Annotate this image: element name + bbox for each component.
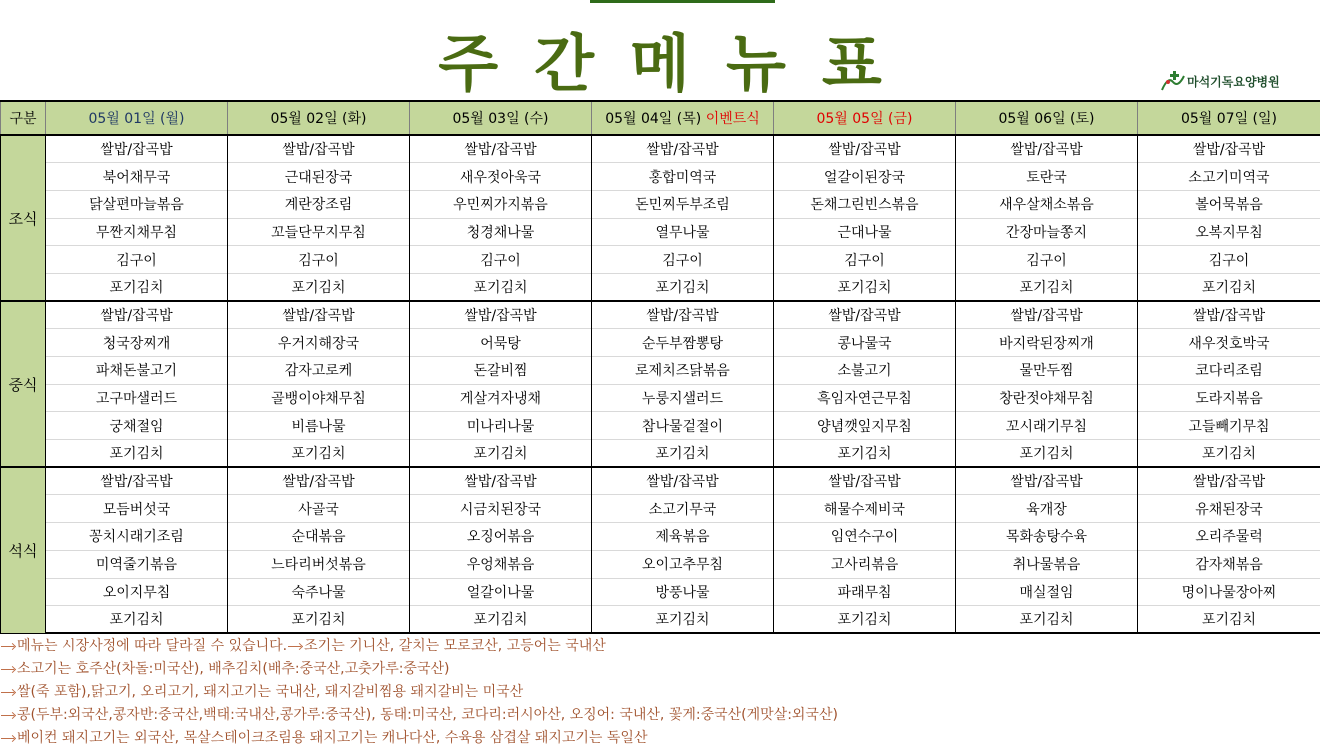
menu-item-cell: 근대된장국 [228,163,410,191]
menu-item-cell: 계란장조림 [228,190,410,218]
menu-item-cell: 포기김치 [1138,606,1320,634]
menu-item-cell: 돈갈비찜 [410,357,592,385]
menu-item-cell: 소고기무국 [592,495,774,523]
menu-item-cell: 포기김치 [46,440,228,468]
menu-item-cell: 쌀밥/잡곡밥 [46,135,228,163]
menu-item-cell: 포기김치 [410,440,592,468]
menu-row [1,218,1320,246]
menu-item-cell: 김구이 [46,246,228,274]
menu-item-cell: 포기김치 [410,606,592,634]
menu-item-cell: 로제치즈닭볶음 [592,357,774,385]
day-header: 05월 06일 (토) [956,101,1138,135]
menu-item-cell: 소불고기 [774,357,956,385]
day-header: 05월 07일 (일) [1138,101,1320,135]
menu-item-cell: 쌀밥/잡곡밥 [592,135,774,163]
menu-item-cell: 포기김치 [956,273,1138,301]
menu-item-cell: 포기김치 [956,440,1138,468]
menu-row [1,495,1320,523]
menu-item-cell: 순두부짬뽕탕 [592,329,774,357]
menu-item-cell: 포기김치 [410,273,592,301]
menu-item-cell: 쌀밥/잡곡밥 [774,301,956,329]
note-text: 메뉴는 시장사정에 따라 달라질 수 있습니다. [17,638,288,654]
meal-category-cell: 석식 [1,467,46,633]
menu-item-cell: 매실절임 [956,578,1138,606]
menu-item-cell: 청국장찌개 [46,329,228,357]
menu-item-cell: 쌀밥/잡곡밥 [228,135,410,163]
page-title: 주간메뉴표 [438,27,918,100]
menu-item-cell: 바지락된장찌개 [956,329,1138,357]
menu-item-cell: 우거지해장국 [228,329,410,357]
menu-item-cell: 쌀밥/잡곡밥 [1138,467,1320,495]
menu-item-cell: 포기김치 [228,273,410,301]
menu-item-cell: 사골국 [228,495,410,523]
menu-item-cell: 근대나물 [774,218,956,246]
menu-item-cell: 오복지무침 [1138,218,1320,246]
menu-item-cell: 우민찌가지볶음 [410,190,592,218]
note-text: 조기는 기니산, 갈치는 모로코산, 고등어는 국내산 [304,638,606,654]
menu-item-cell: 김구이 [1138,246,1320,274]
note-line [0,658,1320,681]
hospital-cross-logo-icon [1160,70,1186,92]
menu-item-cell: 포기김치 [774,440,956,468]
menu-item-cell: 쌀밥/잡곡밥 [46,467,228,495]
menu-row [1,273,1320,301]
arrow-bullet-icon [287,644,303,650]
menu-item-cell: 취나물볶음 [956,550,1138,578]
menu-item-cell: 쌀밥/잡곡밥 [592,301,774,329]
category-header: 구분 [1,101,46,135]
menu-item-cell: 궁채절임 [46,412,228,440]
menu-item-cell: 감자채볶음 [1138,550,1320,578]
menu-row [1,412,1320,440]
menu-item-cell: 쌀밥/잡곡밥 [956,135,1138,163]
menu-item-cell: 미나리나물 [410,412,592,440]
day-header: 05월 02일 (화) [228,101,410,135]
top-accent-bar [590,0,775,3]
arrow-bullet-icon [0,667,16,673]
menu-item-cell: 돈민찌두부조림 [592,190,774,218]
menu-item-cell: 포기김치 [592,273,774,301]
menu-item-cell: 김구이 [774,246,956,274]
menu-item-cell: 얼갈이된장국 [774,163,956,191]
menu-item-cell: 김구이 [228,246,410,274]
menu-item-cell: 쌀밥/잡곡밥 [46,301,228,329]
menu-item-cell: 꼬들단무지무침 [228,218,410,246]
note-text: 소고기는 호주산(차돌:미국산), 배추김치(배추:중국산,고춧가루:중국산) [17,661,450,677]
menu-item-cell: 새우젓아욱국 [410,163,592,191]
menu-row [1,606,1320,634]
day-header: 05월 01일 (월) [46,101,228,135]
menu-item-cell: 포기김치 [1138,440,1320,468]
menu-item-cell: 목화송탕수육 [956,523,1138,551]
hospital-name: 마석기독요양병원 [1187,74,1280,89]
menu-item-cell: 새우살채소볶음 [956,190,1138,218]
menu-item-cell: 제육볶음 [592,523,774,551]
menu-item-cell: 고들빼기무침 [1138,412,1320,440]
menu-item-cell: 도라지볶음 [1138,384,1320,412]
menu-row [1,135,1320,163]
menu-item-cell: 비름나물 [228,412,410,440]
menu-item-cell: 포기김치 [592,440,774,468]
menu-item-cell: 고구마샐러드 [46,384,228,412]
menu-item-cell: 청경채나물 [410,218,592,246]
menu-item-cell: 미역줄기볶음 [46,550,228,578]
menu-item-cell: 소고기미역국 [1138,163,1320,191]
menu-item-cell: 김구이 [592,246,774,274]
menu-item-cell: 감자고로케 [228,357,410,385]
note-line [0,635,1320,658]
menu-row [1,578,1320,606]
menu-item-cell: 쌀밥/잡곡밥 [1138,301,1320,329]
menu-item-cell: 쌀밥/잡곡밥 [228,301,410,329]
note-text: 베이컨 돼지고기는 외국산, 목살스테이크조림용 돼지고기는 캐나다산, 수육용 삼겹살 돼지고기는 독일산 [17,730,648,746]
arrow-bullet-icon [0,690,16,696]
menu-item-cell: 새우젓호박국 [1138,329,1320,357]
meal-category-cell: 조식 [1,135,46,301]
day-header-date: 05월 04일 (목) [605,111,702,127]
note-text: 콩(두부:외국산,콩자반:중국산,백태:국내산,콩가루:중국산), 동태:미국산, 코다리:러시아산, 오징어: 국내산, 꽃게:중국산(게맛살:외국산) [17,707,838,723]
note-line [0,681,1320,704]
menu-item-cell: 김구이 [410,246,592,274]
menu-item-cell: 콩나물국 [774,329,956,357]
menu-item-cell: 느타리버섯볶음 [228,550,410,578]
menu-item-cell: 물만두찜 [956,357,1138,385]
menu-item-cell: 우엉채볶음 [410,550,592,578]
menu-item-cell: 골뱅이야채무침 [228,384,410,412]
menu-item-cell: 포기김치 [228,606,410,634]
menu-item-cell: 임연수구이 [774,523,956,551]
menu-item-cell: 방풍나물 [592,578,774,606]
menu-item-cell: 파채돈불고기 [46,357,228,385]
menu-item-cell: 쌀밥/잡곡밥 [774,135,956,163]
menu-item-cell: 게살겨자냉채 [410,384,592,412]
menu-body [1,135,1320,633]
menu-item-cell: 쌀밥/잡곡밥 [956,467,1138,495]
menu-item-cell: 닭살편마늘볶음 [46,190,228,218]
weekly-menu-table [0,100,1320,634]
menu-item-cell: 쌀밥/잡곡밥 [410,467,592,495]
menu-row [1,550,1320,578]
menu-item-cell: 순대볶음 [228,523,410,551]
menu-item-cell: 오이지무침 [46,578,228,606]
menu-row [1,384,1320,412]
menu-row [1,523,1320,551]
menu-item-cell: 쌀밥/잡곡밥 [410,301,592,329]
menu-item-cell: 시금치된장국 [410,495,592,523]
day-header: 05월 03일 (수) [410,101,592,135]
arrow-bullet-icon [0,713,16,719]
note-text: 쌀(죽 포함),닭고기, 오리고기, 돼지고기는 국내산, 돼지갈비찜용 돼지갈비는 미국산 [17,684,524,700]
menu-item-cell: 육개장 [956,495,1138,523]
menu-item-cell: 창란젓야채무침 [956,384,1138,412]
menu-item-cell: 포기김치 [774,606,956,634]
day-header [592,101,774,135]
menu-item-cell: 흑임자연근무침 [774,384,956,412]
day-header: 05월 05일 (금) [774,101,956,135]
menu-item-cell: 포기김치 [46,273,228,301]
menu-item-cell: 북어채무국 [46,163,228,191]
menu-item-cell: 김구이 [956,246,1138,274]
menu-item-cell: 쌀밥/잡곡밥 [774,467,956,495]
menu-item-cell: 쌀밥/잡곡밥 [228,467,410,495]
menu-item-cell: 얼갈이나물 [410,578,592,606]
menu-item-cell: 열무나물 [592,218,774,246]
menu-item-cell: 꽁치시래기조림 [46,523,228,551]
note-line [0,704,1320,727]
menu-row [1,190,1320,218]
menu-item-cell: 모듬버섯국 [46,495,228,523]
menu-item-cell: 참나물겉절이 [592,412,774,440]
menu-item-cell: 누룽지샐러드 [592,384,774,412]
notes-section [0,635,1320,750]
menu-item-cell: 오징어볶음 [410,523,592,551]
menu-item-cell: 고사리볶음 [774,550,956,578]
menu-item-cell: 쌀밥/잡곡밥 [956,301,1138,329]
menu-item-cell: 파래무침 [774,578,956,606]
menu-item-cell: 간장마늘쫑지 [956,218,1138,246]
menu-row [1,357,1320,385]
menu-item-cell: 숙주나물 [228,578,410,606]
menu-item-cell: 쌀밥/잡곡밥 [410,135,592,163]
menu-item-cell: 유채된장국 [1138,495,1320,523]
menu-item-cell: 오리주물럭 [1138,523,1320,551]
menu-item-cell: 돈채그린빈스볶음 [774,190,956,218]
menu-item-cell: 포기김치 [1138,273,1320,301]
menu-item-cell: 토란국 [956,163,1138,191]
menu-row [1,246,1320,274]
menu-row [1,163,1320,191]
menu-row [1,440,1320,468]
menu-row [1,329,1320,357]
menu-item-cell: 포기김치 [592,606,774,634]
title-area [0,0,1320,100]
menu-item-cell: 양념깻잎지무침 [774,412,956,440]
header-row [1,101,1320,135]
menu-item-cell: 꼬시래기무침 [956,412,1138,440]
menu-item-cell: 코다리조림 [1138,357,1320,385]
menu-item-cell: 홍합미역국 [592,163,774,191]
arrow-bullet-icon [0,644,16,650]
menu-row [1,301,1320,329]
menu-item-cell: 포기김치 [774,273,956,301]
menu-item-cell: 포기김치 [46,606,228,634]
event-label: 이벤트식 [705,111,760,127]
menu-item-cell: 볼어묵볶음 [1138,190,1320,218]
menu-item-cell: 쌀밥/잡곡밥 [1138,135,1320,163]
note-line [0,727,1320,750]
menu-item-cell: 명이나물장아찌 [1138,578,1320,606]
menu-item-cell: 포기김치 [228,440,410,468]
menu-row [1,467,1320,495]
menu-item-cell: 어묵탕 [410,329,592,357]
arrow-bullet-icon [0,736,16,742]
menu-item-cell: 포기김치 [956,606,1138,634]
hospital-logo [1160,70,1280,92]
menu-item-cell: 해물수제비국 [774,495,956,523]
menu-item-cell: 쌀밥/잡곡밥 [592,467,774,495]
meal-category-cell: 중식 [1,301,46,467]
menu-item-cell: 무짠지채무침 [46,218,228,246]
menu-item-cell: 오이고추무침 [592,550,774,578]
